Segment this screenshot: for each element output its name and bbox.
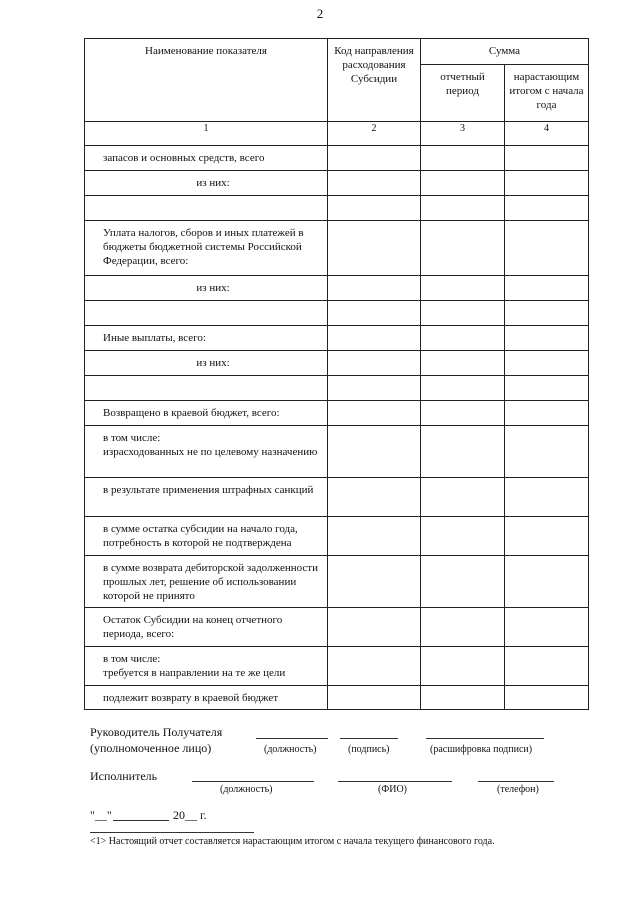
table-row xyxy=(85,426,589,478)
value-cell[interactable] xyxy=(328,276,421,301)
value-cell[interactable] xyxy=(421,556,505,608)
indicator-name-cell: в том числе: требуется в направлении на те же цели xyxy=(85,647,328,686)
column-number: 3 xyxy=(421,122,505,146)
indicator-name-cell: запасов и основных средств, всего xyxy=(85,146,328,171)
indicator-name-cell: в сумме остатка субсидии на начало года, потребность в которой не подтверждена xyxy=(85,517,328,556)
value-cell[interactable] xyxy=(328,478,421,517)
indicator-name-cell: подлежит возврату в краевой бюджет xyxy=(85,686,328,710)
table-row xyxy=(85,686,589,710)
table-row xyxy=(85,326,589,351)
fio-caption: (ФИО) xyxy=(378,784,408,795)
table-row xyxy=(85,478,589,517)
value-cell[interactable] xyxy=(421,517,505,556)
indicator-name-cell: из них: xyxy=(85,171,328,196)
value-cell[interactable] xyxy=(505,478,589,517)
value-cell[interactable] xyxy=(505,517,589,556)
value-cell[interactable] xyxy=(505,326,589,351)
phone-caption: (телефон) xyxy=(497,784,539,795)
value-cell[interactable] xyxy=(421,426,505,478)
signature-caption: (подпись) xyxy=(348,744,390,755)
exec-position-line xyxy=(192,781,314,782)
column-number: 2 xyxy=(328,122,421,146)
date-day: "__" xyxy=(90,808,112,822)
indicator-name-cell: из них: xyxy=(85,351,328,376)
value-cell[interactable] xyxy=(421,686,505,710)
fio-line xyxy=(338,781,452,782)
phone-line xyxy=(478,781,554,782)
value-cell[interactable] xyxy=(421,301,505,326)
indicator-name-cell xyxy=(85,196,328,221)
header-cumulative: нарастающим итогом с начала года xyxy=(505,65,589,122)
exec-position-caption: (должность) xyxy=(220,784,273,795)
table-row xyxy=(85,401,589,426)
table-row xyxy=(85,517,589,556)
value-cell[interactable] xyxy=(505,608,589,647)
header-indicator-name: Наименование показателя xyxy=(85,39,328,122)
indicator-name-cell: в том числе: израсходованных не по целевому назначению xyxy=(85,426,328,478)
value-cell[interactable] xyxy=(505,301,589,326)
footnote-separator xyxy=(90,832,254,833)
position-line xyxy=(256,738,328,739)
table-row xyxy=(85,301,589,326)
column-number: 4 xyxy=(505,122,589,146)
value-cell[interactable] xyxy=(328,221,421,276)
value-cell[interactable] xyxy=(328,517,421,556)
date-year: 20__ г. xyxy=(173,808,207,822)
table-row xyxy=(85,171,589,196)
value-cell[interactable] xyxy=(328,196,421,221)
indicator-name-cell: Остаток Субсидии на конец отчетного периода, всего: xyxy=(85,608,328,647)
value-cell[interactable] xyxy=(505,146,589,171)
value-cell[interactable] xyxy=(421,376,505,401)
value-cell[interactable] xyxy=(421,326,505,351)
header-sum: Сумма xyxy=(421,39,589,65)
value-cell[interactable] xyxy=(505,376,589,401)
header-code: Код направления расходования Субсидии xyxy=(328,39,421,122)
value-cell[interactable] xyxy=(505,351,589,376)
value-cell[interactable] xyxy=(505,556,589,608)
column-number: 1 xyxy=(85,122,328,146)
value-cell[interactable] xyxy=(505,196,589,221)
table-row xyxy=(85,146,589,171)
value-cell[interactable] xyxy=(328,351,421,376)
value-cell[interactable] xyxy=(421,401,505,426)
executor-label: Исполнитель xyxy=(90,769,158,783)
table-row xyxy=(85,196,589,221)
signature-line xyxy=(340,738,398,739)
value-cell[interactable] xyxy=(328,171,421,196)
value-cell[interactable] xyxy=(328,376,421,401)
value-cell[interactable] xyxy=(421,171,505,196)
table-row xyxy=(85,556,589,608)
value-cell[interactable] xyxy=(505,276,589,301)
value-cell[interactable] xyxy=(505,171,589,196)
value-cell[interactable] xyxy=(505,221,589,276)
indicator-name-cell: в результате применения штрафных санкций xyxy=(85,478,328,517)
value-cell[interactable] xyxy=(328,301,421,326)
value-cell[interactable] xyxy=(328,426,421,478)
value-cell[interactable] xyxy=(421,478,505,517)
value-cell[interactable] xyxy=(421,221,505,276)
value-cell[interactable] xyxy=(421,608,505,647)
table-row xyxy=(85,351,589,376)
head-title-line2: (уполномоченное лицо) xyxy=(90,741,212,755)
value-cell[interactable] xyxy=(328,326,421,351)
value-cell[interactable] xyxy=(328,146,421,171)
value-cell[interactable] xyxy=(328,401,421,426)
indicator-name-cell: в сумме возврата дебиторской задолженности прошлых лет, решение об использовании которой не принято xyxy=(85,556,328,608)
position-caption: (должность) xyxy=(264,744,317,755)
date-month-line xyxy=(113,820,169,821)
value-cell[interactable] xyxy=(505,686,589,710)
table-row xyxy=(85,376,589,401)
header-period: отчетный период xyxy=(421,65,505,122)
table-row xyxy=(85,608,589,647)
value-cell[interactable] xyxy=(328,556,421,608)
head-title-line1: Руководитель Получателя xyxy=(90,725,223,739)
footnote: <1> Настоящий отчет составляется нарастающим итогом с начала текущего финансового года. xyxy=(90,836,495,847)
value-cell[interactable] xyxy=(328,686,421,710)
page-number: 2 xyxy=(316,6,324,21)
value-cell[interactable] xyxy=(421,647,505,686)
indicator-name-cell: Возвращено в краевой бюджет, всего: xyxy=(85,401,328,426)
decoding-line xyxy=(426,738,544,739)
indicator-name-cell: Уплата налогов, сборов и иных платежей в бюджеты бюджетной системы Российской Федерации, всего: xyxy=(85,221,328,276)
value-cell[interactable] xyxy=(421,196,505,221)
value-cell[interactable] xyxy=(328,647,421,686)
indicator-name-cell: Иные выплаты, всего: xyxy=(85,326,328,351)
table-row xyxy=(85,221,589,276)
indicator-name-cell xyxy=(85,376,328,401)
decoding-caption: (расшифровка подписи) xyxy=(430,744,533,755)
value-cell[interactable] xyxy=(505,426,589,478)
value-cell[interactable] xyxy=(328,608,421,647)
value-cell[interactable] xyxy=(421,351,505,376)
indicator-name-cell xyxy=(85,301,328,326)
value-cell[interactable] xyxy=(421,276,505,301)
value-cell[interactable] xyxy=(421,146,505,171)
column-number-row xyxy=(85,122,589,146)
value-cell[interactable] xyxy=(505,647,589,686)
report-table xyxy=(84,38,589,710)
indicator-name-cell: из них: xyxy=(85,276,328,301)
table-row xyxy=(85,276,589,301)
value-cell[interactable] xyxy=(505,401,589,426)
table-row xyxy=(85,647,589,686)
